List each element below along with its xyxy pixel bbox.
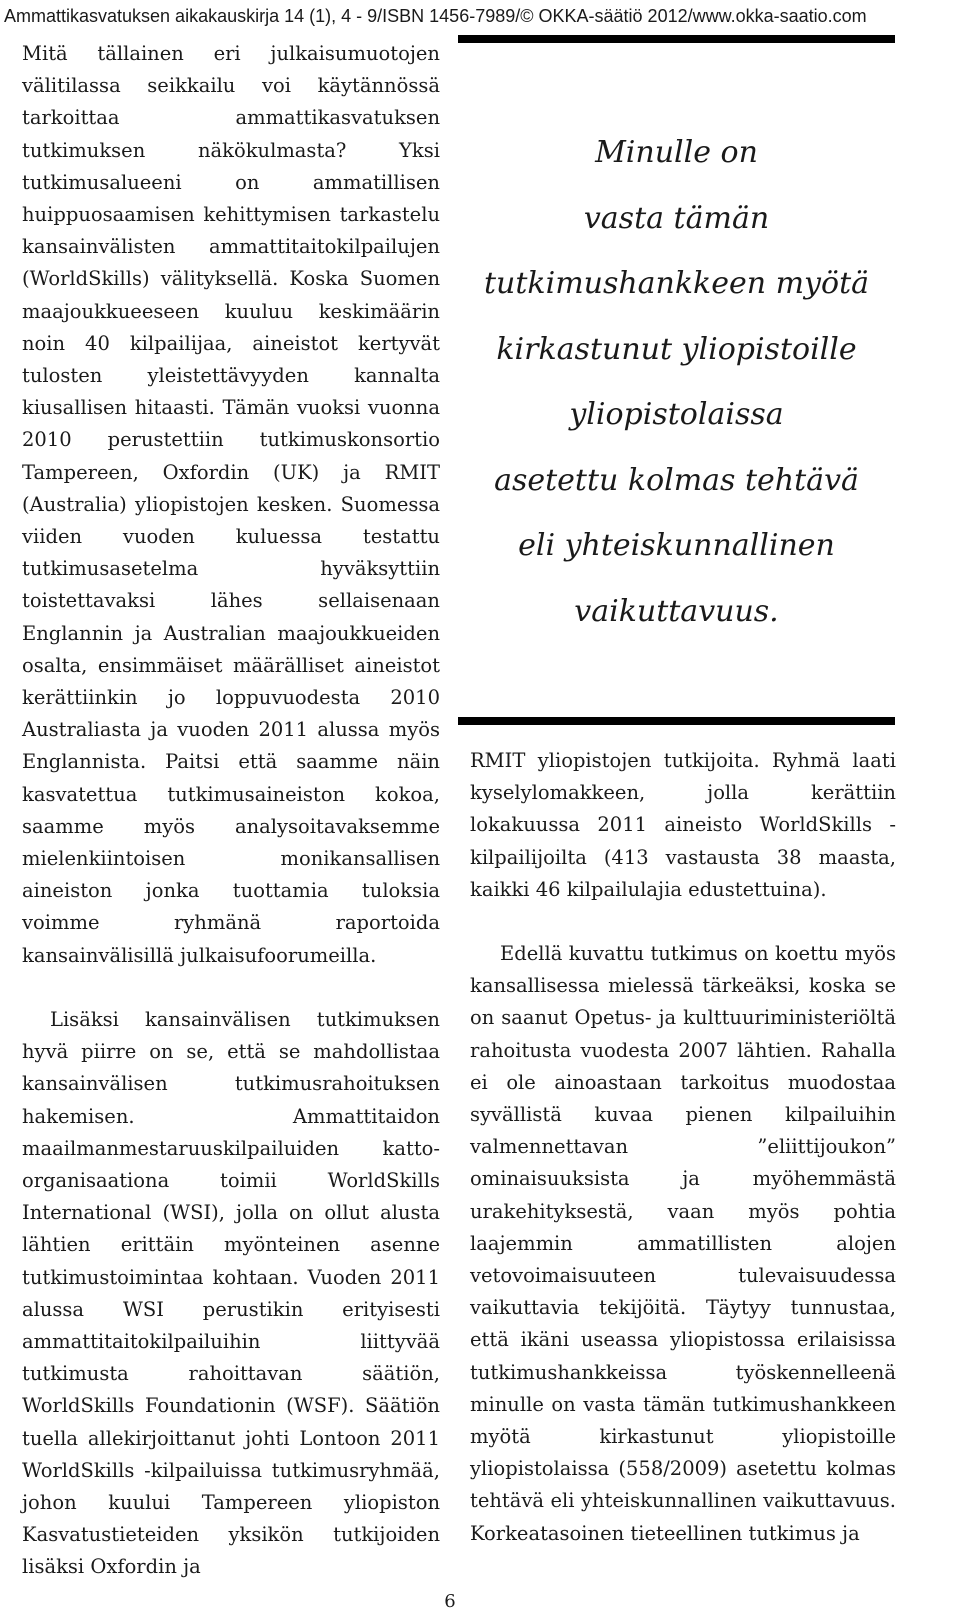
journal-citation-header: Ammattikasvatuksen aikakauskirja 14 (1), 4 - 9/ISBN 1456-7989/© OKKA-säätiö 2012/www.okka-saatio.com — [4, 6, 867, 26]
pull-quote-line: Minulle on — [595, 135, 758, 170]
left-paragraph-1: Mitä tällainen eri julkaisumuotojen välitilassa seikkailu voi käytännössä tarkoittaa ammattikasvatuksen tutkimuksen näkökulmasta? Yksi tutkimusalueeni on ammatillisen huippuosaamisen kehittymisen tarkastelu kansainvälisten ammattitaitokilpailujen (WorldSkills) välityksellä. Koska Suomen maajoukkueeseen kuuluu keskimäärin noin 40 kilpailijaa, aineistot kertyvät tulosten yleistettävyyden kannalta kiusallisen hitaasti. Tämän vuoksi vuonna 2010 perustettiin tutkimuskonsortio Tampereen, Oxfordin (UK) ja RMIT (Australia) yliopistojen kesken. Suomessa viiden vuoden kuluessa testattu tutkimusasetelma hyväksyttiin toistettavaksi lähes sellaisenaan Englannin ja Australian maajoukkueiden osalta, ensimmäiset määrälliset aineistot kerättiinkin jo loppuvuodesta 2010 Australiasta ja vuoden 2011 alussa myös Englannista. Paitsi että saamme näin kasvatettua tutkimusaineiston kokoa, saamme myös analysoitavaksemme mielenkiintoisen monikansallisen aineiston jonka tuottamia tuloksia voimme ryhmänä raportoida kansainvälisillä julkaisufoorumeilla. — [22, 42, 440, 967]
pull-quote-line: vaikuttavuus. — [574, 593, 779, 629]
right-column — [470, 745, 896, 1550]
pull-quote-line: eli yhteiskunnallinen — [518, 528, 835, 563]
left-paragraph-2: Lisäksi kansainvälisen tutkimuksen hyvä piirre on se, että se mahdollistaa kansainvälisen tutkimusrahoituksen hakemisen. Ammattitaidon maailmanmestaruuskilpailuiden katto-organisaationa toimii WorldSkills International (WSI), jolla on ollut alusta lähtien erittäin myönteinen asenne tutkimustoimintaa kohtaan. Vuoden 2011 alussa WSI perustikin erityisesti ammattitaitokilpailuihin liittyvää tutkimusta rahoittavan säätiön, WorldSkills Foundationin (WSF). Säätiön tuella allekirjoittanut johti Lontoon 2011 WorldSkills -kilpailuissa tutkimusryhmää, johon kuului Tampereen yliopiston Kasvatustieteiden yksikön tutkijoiden lisäksi Oxfordin ja — [22, 1007, 440, 1579]
pull-quote-top-rule — [458, 35, 895, 43]
pull-quote-line: vasta tämän — [583, 200, 770, 236]
page-number: 6 — [444, 1591, 456, 1612]
pull-quote-bottom-rule — [458, 717, 895, 725]
left-column — [22, 38, 440, 1584]
pull-quote-line: yliopistolaissa — [569, 397, 784, 432]
pull-quote-line: asetettu kolmas tehtävä — [494, 462, 859, 498]
pull-quote — [458, 120, 895, 644]
right-paragraph-2: Edellä kuvattu tutkimus on koettu myös kansallisessa mielessä tärkeäksi, koska se on saanut Opetus- ja kulttuuriministeriöltä rahoitusta vuodesta 2007 lähtien. Rahalla ei ole ainoastaan tarkoitus muodostaa syvällistä kuvaa pienen kilpailuihin valmennettavan ”eliittijoukon” ominaisuuksista ja myöhemmästä urakehityksestä, vaan myös pohtia laajemmin ammatillisten alojen vetovoimaisuuteen tulevaisuudessa vaikuttavia tekijöitä. Täytyy tunnustaa, että ikäni useassa yliopistossa erilaisissa tutkimushankkeissa työskennelleenä minulle on vasta tämän tutkimushankkeen myötä kirkastunut yliopistoille yliopistolaissa (558/2009) asetettu kolmas tehtävä eli yhteiskunnallinen vaikuttavuus. Korkeatasoinen tieteellinen tutkimus ja — [470, 942, 896, 1545]
right-paragraph-1: RMIT yliopistojen tutkijoita. Ryhmä laati kyselylomakkeen, jolla kerättiin lokakuussa 2011 aineisto WorldSkills -kilpailijoilta (413 vastausta 38 maasta, kaikki 46 kilpailulajia edustettuina). — [470, 749, 896, 901]
pull-quote-line: kirkastunut yliopistoille — [496, 331, 857, 367]
pull-quote-line: tutkimushankkeen myötä — [483, 266, 870, 301]
